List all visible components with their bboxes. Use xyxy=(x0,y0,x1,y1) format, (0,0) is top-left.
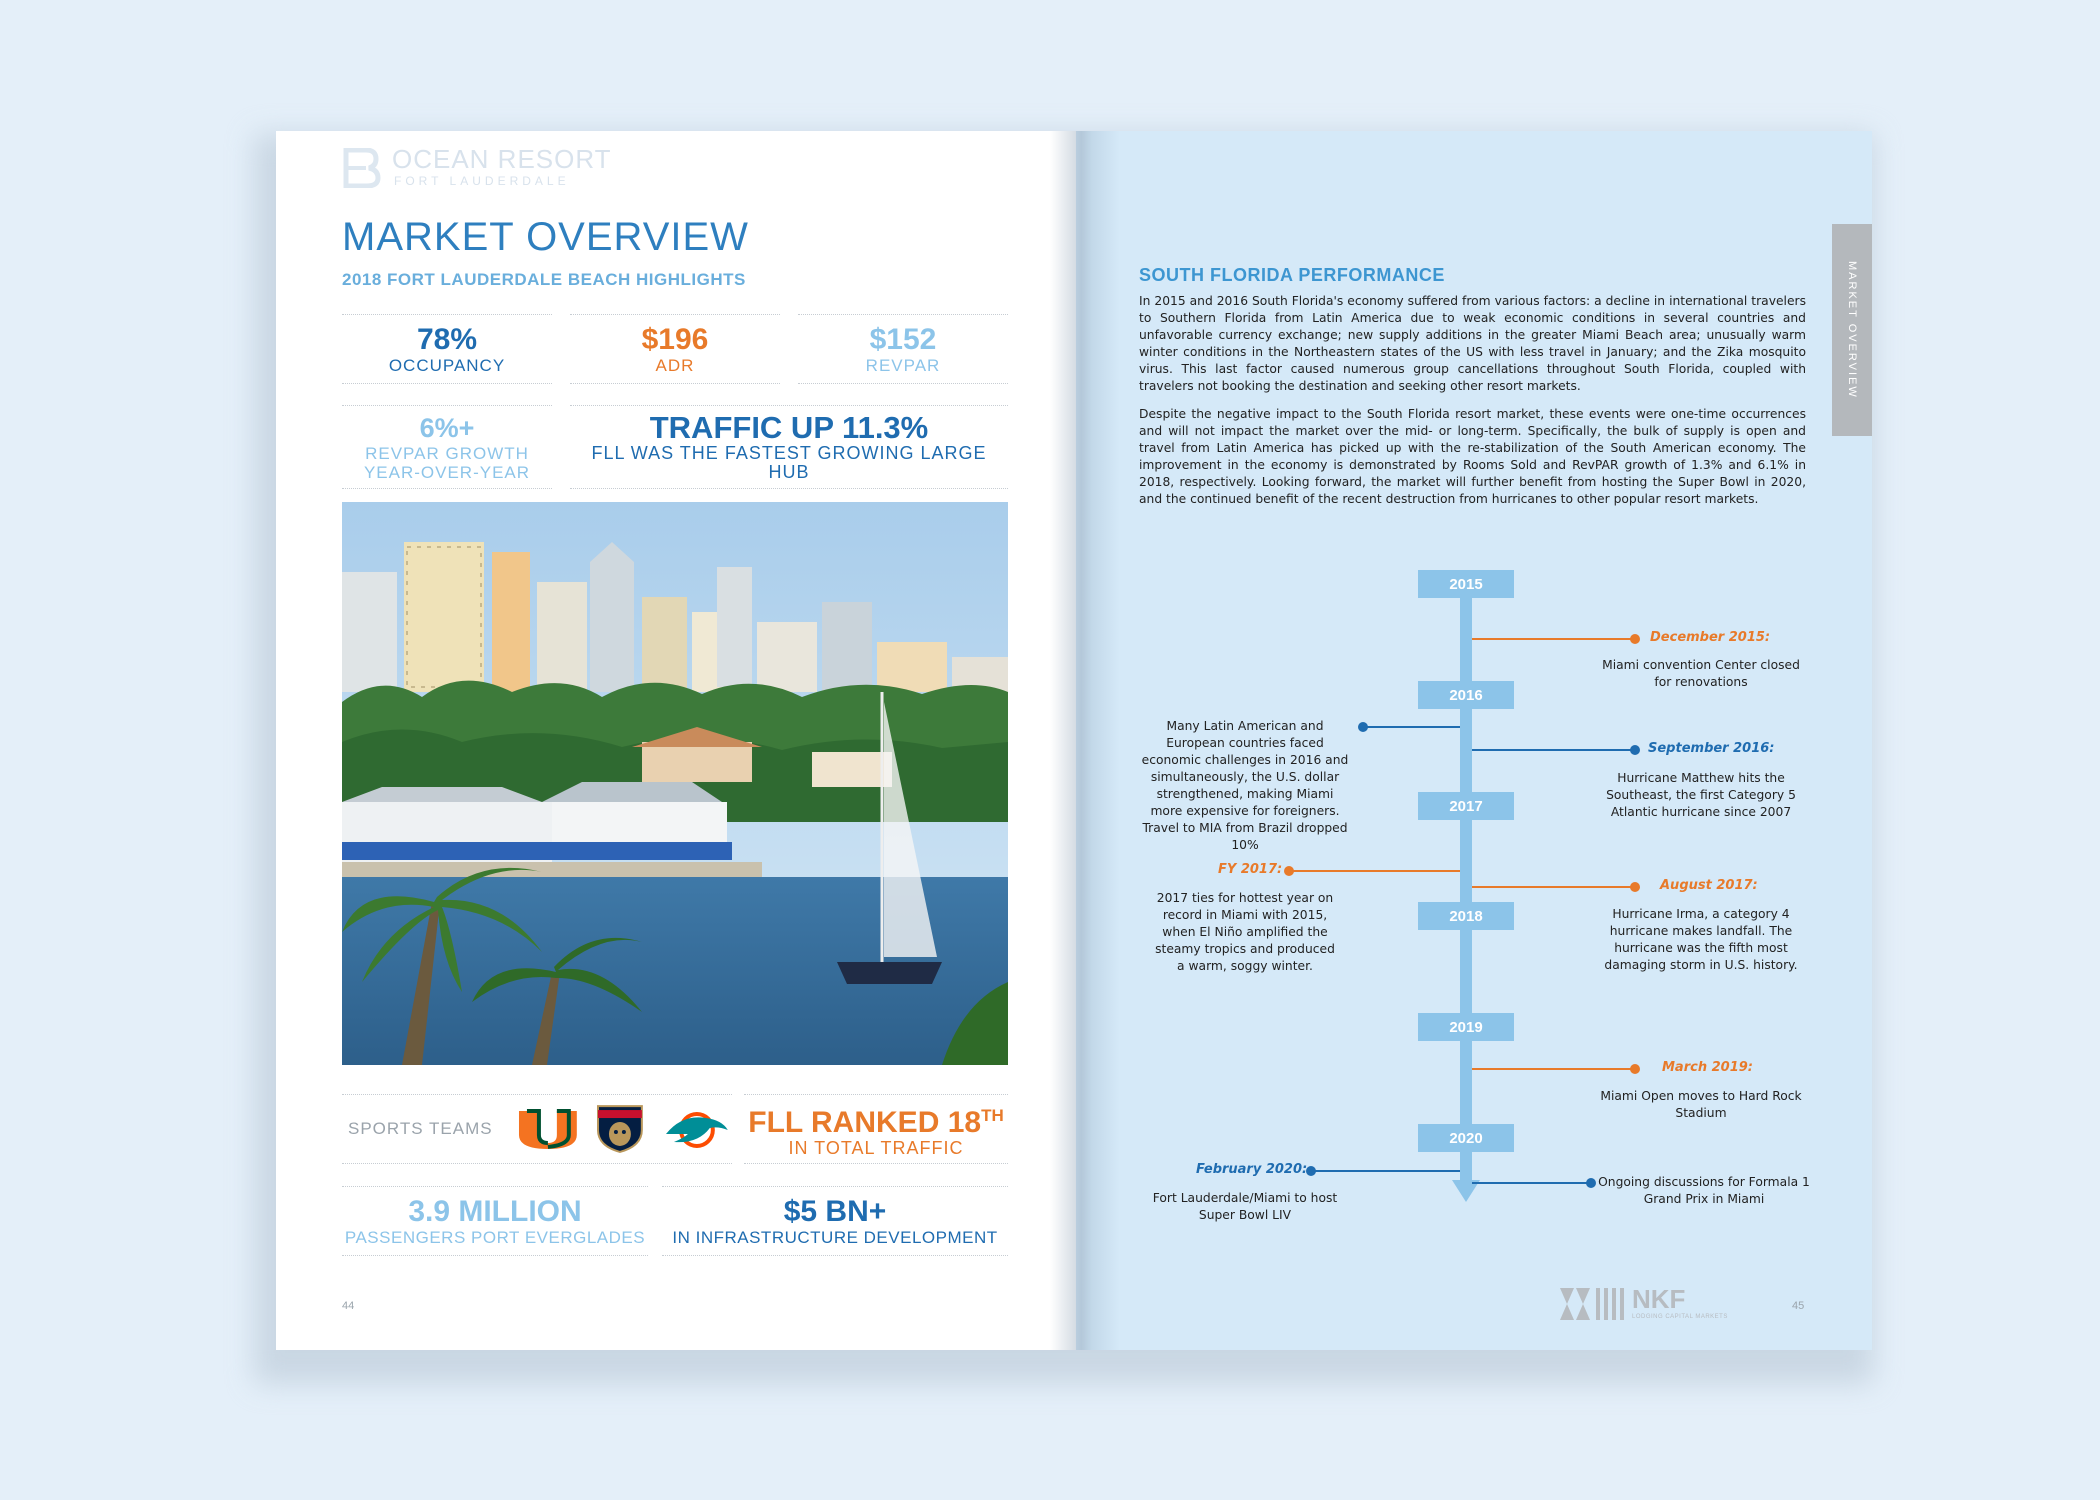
event-fy-2017-text: 2017 ties for hottest year on record in Miami with 2015, when El Niño amplified the steamy tropics and produced a warm, soggy winter. xyxy=(1155,891,1335,973)
section-heading: SOUTH FLORIDA PERFORMANCE xyxy=(1139,265,1445,285)
stat-infrastructure-value: $5 BN+ xyxy=(783,1194,887,1228)
sports-teams xyxy=(342,1094,732,1164)
stat-infrastructure xyxy=(662,1186,1008,1256)
stat-adr xyxy=(570,314,780,384)
page-subtitle: 2018 FORT LAUDERDALE BEACH HIGHLIGHTS xyxy=(342,270,746,289)
stat-occupancy-value: 78% xyxy=(416,322,478,356)
paragraph-2: Despite the negative impact to the South Florida resort market, these events were one-time occurrences and will not impact the market over the mid- or long-term. Specifically, the bulk of supply is open and travel from Latin America has picked up with the re-stabilization of the South American economy. The improvement in the economy is demonstrated by Rooms Sold and RevPAR growth of 1.3% and 6.1% in 2018, respectively. Looking forward, the market will further benefit from hosting the Super Bowl in 2020, and the continued benefit of the recent destruction from hurricanes to other popular resort markets. xyxy=(1139,407,1806,506)
stat-revpar xyxy=(798,314,1008,384)
stat-revpar-value: $152 xyxy=(869,322,937,356)
stat-revpar-label: REVPAR xyxy=(865,355,941,375)
side-tab-label: MARKET OVERVIEW xyxy=(1846,261,1858,399)
connector-feb-2020 xyxy=(1314,1170,1460,1172)
event-dec-2015-text: Miami convention Center closed for renovations xyxy=(1602,658,1800,689)
dot-feb-2020 xyxy=(1306,1166,1316,1176)
year-2019: 2019 xyxy=(1418,1013,1514,1041)
dot-sep-2016 xyxy=(1630,745,1640,755)
sports-teams-label: SPORTS TEAMS xyxy=(348,1119,493,1138)
dot-2016-left xyxy=(1358,722,1368,732)
miami-hurricanes-logo-icon xyxy=(515,1107,581,1151)
dot-formula1 xyxy=(1586,1178,1596,1188)
year-2015: 2015 xyxy=(1418,570,1514,598)
event-aug-2017-text: Hurricane Irma, a category 4 hurricane makes landfall. The hurricane was the fifth most damaging storm in U.S. history. xyxy=(1604,907,1798,972)
event-mar-2019-text: Miami Open moves to Hard Rock Stadium xyxy=(1600,1089,1802,1120)
dot-mar-2019 xyxy=(1630,1064,1640,1074)
dot-dec-2015 xyxy=(1630,634,1640,644)
stat-passengers-label: PASSENGERS PORT EVERGLADES xyxy=(344,1227,646,1247)
connector-dec-2015 xyxy=(1472,638,1634,640)
stat-fll-ranked-value xyxy=(748,1100,1003,1139)
year-2016: 2016 xyxy=(1418,681,1514,709)
connector-formula1 xyxy=(1472,1182,1590,1184)
paragraph-1: In 2015 and 2016 South Florida's economy suffered from various factors: a decline in international travelers to Southern Florida from Latin America due to weak economic conditions in several countries and unfavorable currency exchange; new supply additions in the greater Miami Beach area; unusually warm winter conditions in the Northeastern states of the US with less travel in January; and the Zika mosquito virus. This last factor caused numerous group cancellations throughout South Florida, coupled with travelers not booking the destination and seeking other resort markets. xyxy=(1139,294,1806,393)
event-mar-2019-date: March 2019: xyxy=(1662,1060,1753,1075)
stat-occupancy xyxy=(342,314,552,384)
miami-dolphins-logo-icon xyxy=(662,1104,732,1154)
event-feb-2020-date: February 2020: xyxy=(1196,1162,1308,1177)
nkf-logo-mark-icon xyxy=(1558,1286,1628,1322)
stat-revpar-growth-value: 6%+ xyxy=(419,413,475,443)
event-sep-2016-text: Hurricane Matthew hits the Southeast, the first Category 5 Atlantic hurricane since 2007 xyxy=(1606,771,1796,819)
event-aug-2017-date: August 2017: xyxy=(1660,878,1758,893)
stat-adr-label: ADR xyxy=(655,355,695,375)
page-title: MARKET OVERVIEW xyxy=(342,215,749,259)
stat-passengers-value: 3.9 MILLION xyxy=(408,1194,582,1228)
right-page-number: 45 xyxy=(1792,1300,1805,1312)
stat-revpar-growth xyxy=(342,405,552,489)
stat-fll-ranked-number: FLL RANKED 18 xyxy=(748,1106,982,1139)
stat-infrastructure-label: IN INFRASTRUCTURE DEVELOPMENT xyxy=(672,1227,998,1247)
stat-adr-value: $196 xyxy=(641,322,709,356)
nkf-logo xyxy=(1558,1284,1748,1324)
year-2020: 2020 xyxy=(1418,1124,1514,1152)
event-dec-2015-date: December 2015: xyxy=(1650,630,1771,645)
brand-logo xyxy=(342,146,612,190)
year-2017: 2017 xyxy=(1418,792,1514,820)
skyline-photo xyxy=(342,502,1008,1065)
event-fy-2017-date: FY 2017: xyxy=(1218,862,1283,877)
brand-location: FORT LAUDERDALE xyxy=(394,174,570,188)
nkf-sub: LODGING CAPITAL MARKETS xyxy=(1632,1314,1728,1320)
dot-fy-2017 xyxy=(1284,866,1294,876)
logo-b-icon xyxy=(342,148,382,188)
stat-fll-ranked-suffix: TH xyxy=(981,1106,1004,1125)
skyline-photo-illustration xyxy=(342,502,1008,1065)
stat-traffic xyxy=(570,405,1008,489)
event-sep-2016-date: September 2016: xyxy=(1648,741,1775,756)
stat-occupancy-label: OCCUPANCY xyxy=(388,355,506,375)
timeline-axis xyxy=(1460,582,1472,1185)
year-2018: 2018 xyxy=(1418,902,1514,930)
connector-fy-2017 xyxy=(1292,870,1460,872)
stat-revpar-growth-label-1: REVPAR GROWTH xyxy=(365,444,529,463)
connector-sep-2016 xyxy=(1472,749,1634,751)
stat-fll-ranked xyxy=(744,1094,1008,1164)
spine-gutter xyxy=(1050,131,1120,1350)
stat-passengers xyxy=(342,1186,648,1256)
connector-aug-2017 xyxy=(1472,886,1634,888)
stat-traffic-value: TRAFFIC UP 11.3% xyxy=(649,410,929,445)
florida-panthers-logo-icon xyxy=(594,1104,646,1154)
connector-2016-left xyxy=(1366,726,1460,728)
stat-traffic-label: FLL WAS THE FASTEST GROWING LARGE HUB xyxy=(591,443,987,482)
brand-name: OCEAN RESORT xyxy=(392,144,612,174)
stat-revpar-growth-label-2: YEAR-OVER-YEAR xyxy=(363,463,531,482)
dot-aug-2017 xyxy=(1630,882,1640,892)
stat-fll-ranked-label: IN TOTAL TRAFFIC xyxy=(788,1138,964,1158)
nkf-brand: NKF xyxy=(1632,1284,1686,1314)
event-feb-2020-text: Fort Lauderdale/Miami to host Super Bowl LIV xyxy=(1152,1191,1338,1222)
event-formula1-text: Ongoing discussions for Formala 1 Grand Prix in Miami xyxy=(1598,1175,1810,1206)
event-2016-left-text: Many Latin American and European countries faced economic challenges in 2016 and simultaneously, the U.S. dollar strengthened, making Miami more expensive for foreigners. Travel to MIA from Brazil dropped 10% xyxy=(1141,719,1349,852)
left-page-number: 44 xyxy=(342,1300,355,1312)
connector-mar-2019 xyxy=(1472,1068,1634,1070)
